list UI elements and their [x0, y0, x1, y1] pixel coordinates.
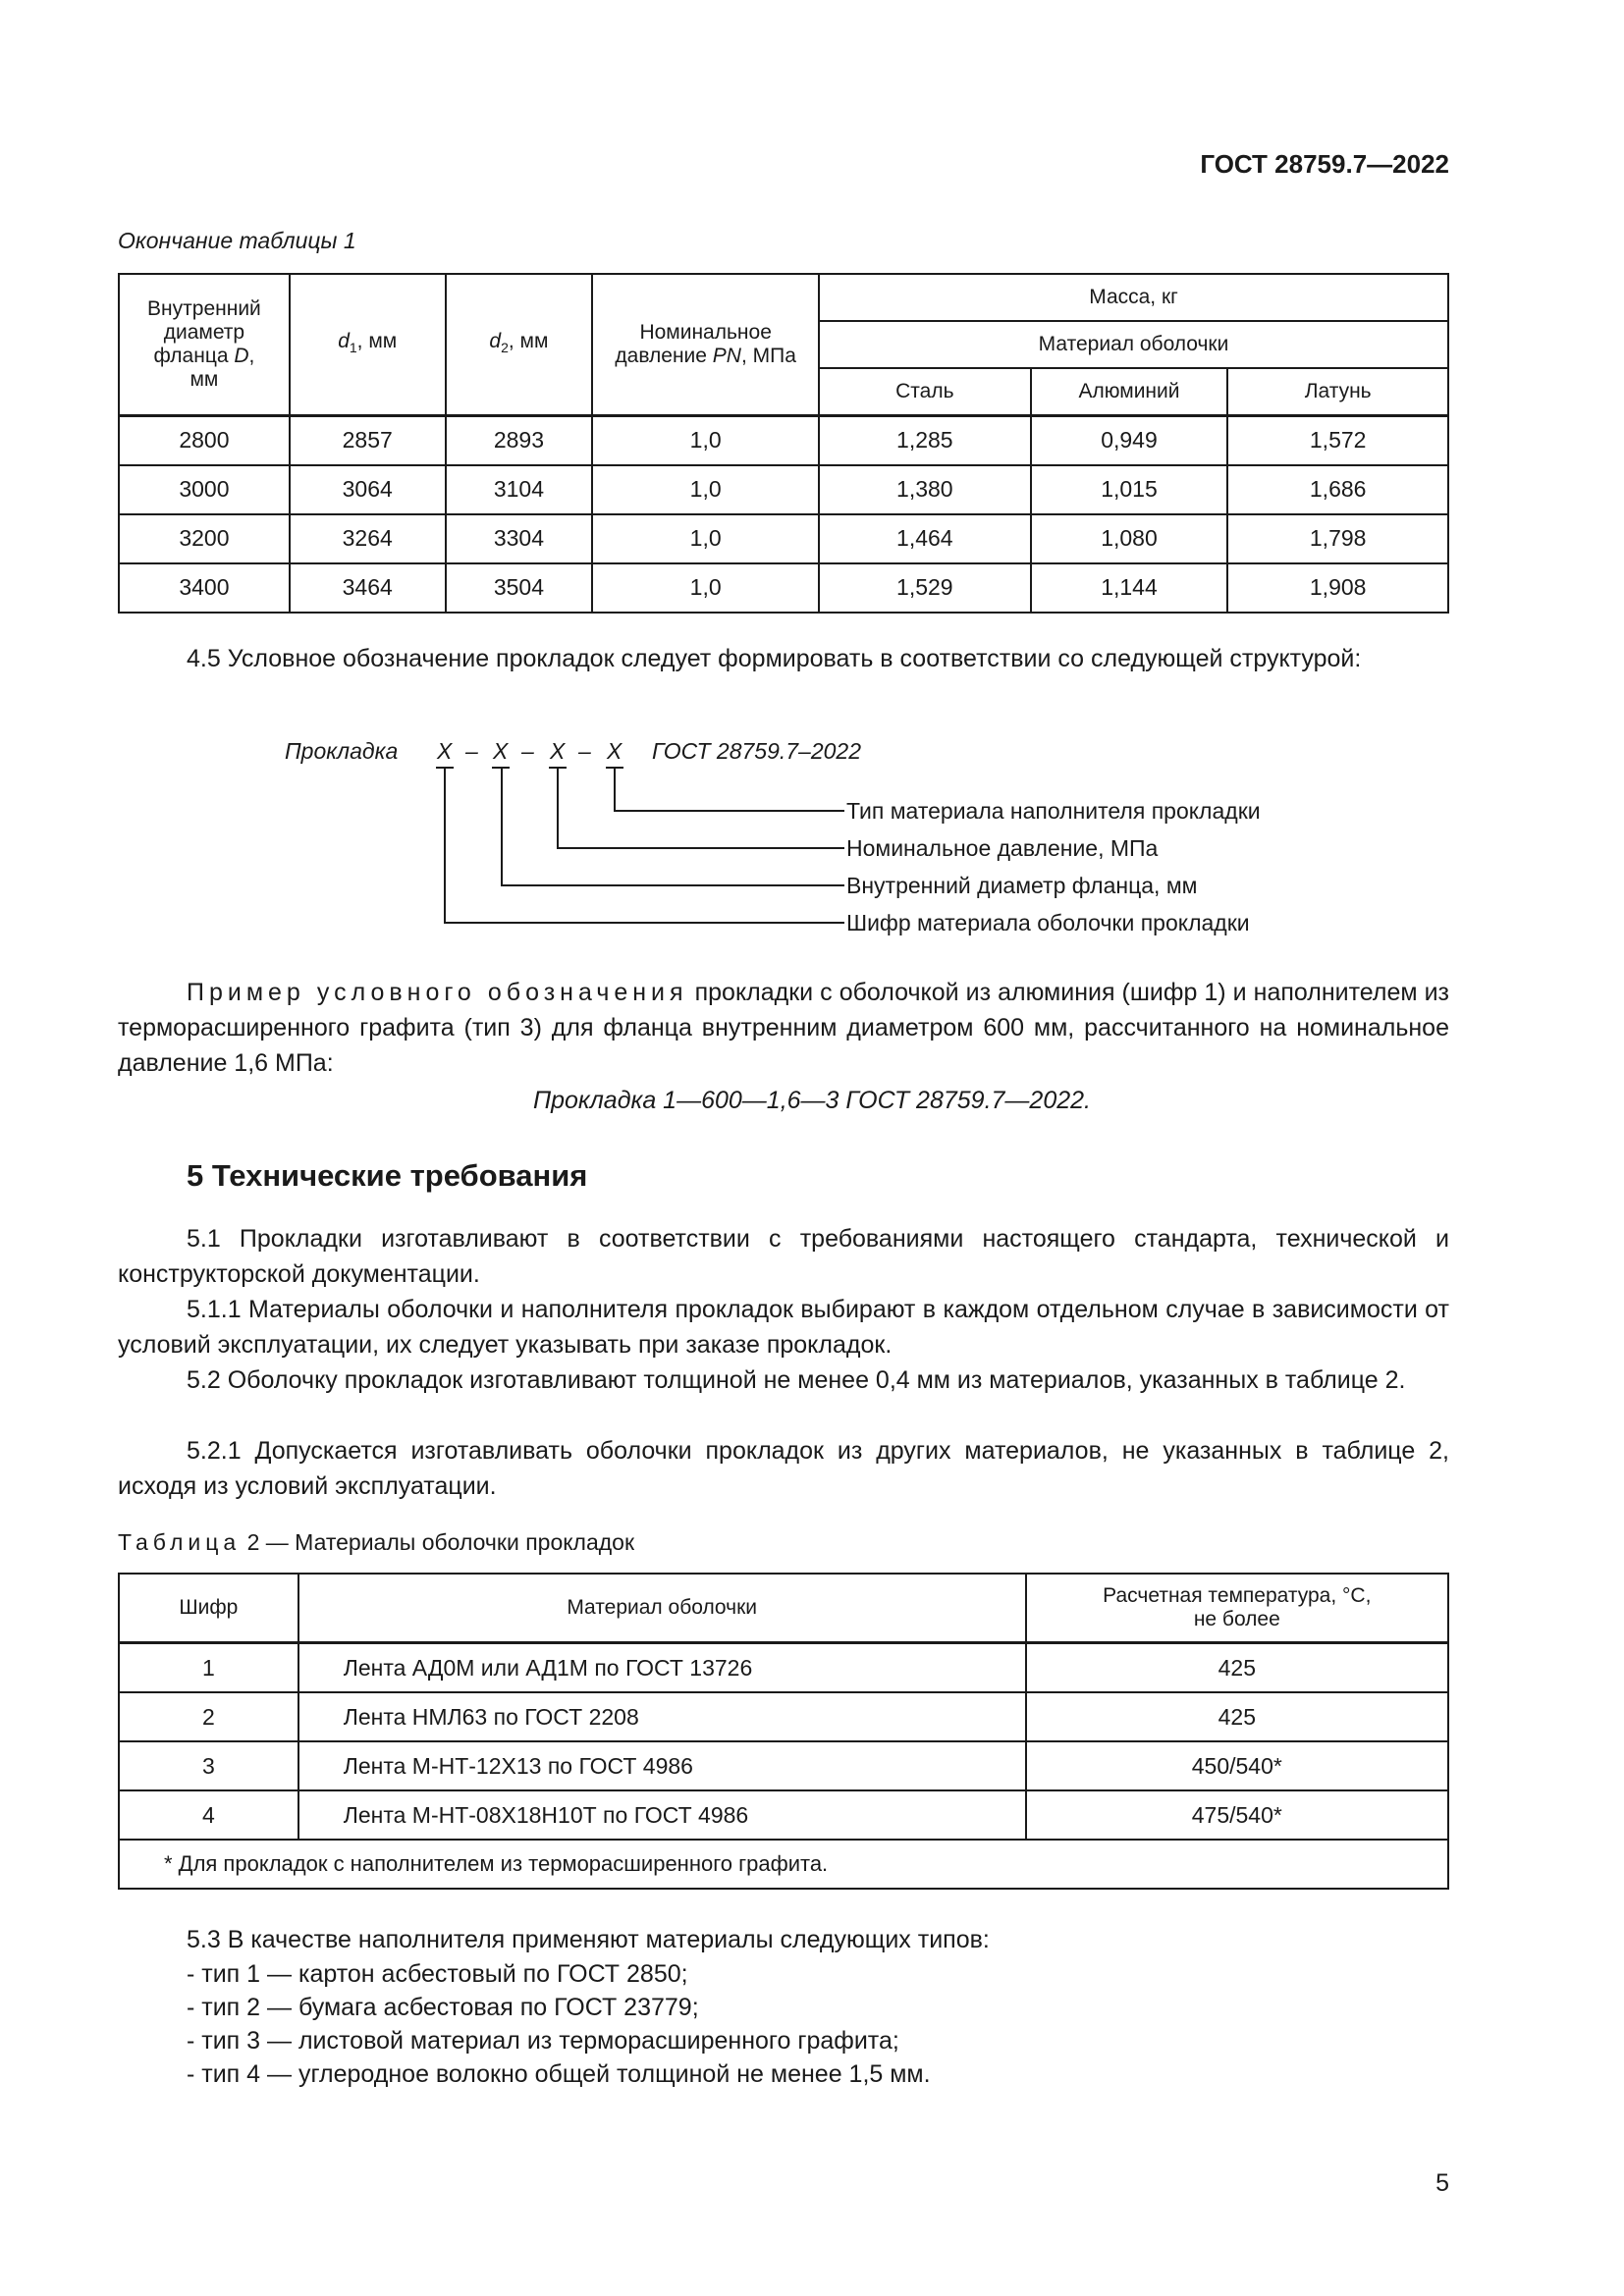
cell: Лента М-НТ-08Х18Н10Т по ГОСТ 4986: [298, 1790, 1026, 1840]
cell: 3: [119, 1741, 298, 1790]
scheme-label-diameter: Внутренний диаметр фланца, мм: [846, 873, 1198, 898]
cell: 3264: [290, 514, 446, 563]
scheme-word: Прокладка: [285, 738, 399, 764]
section-5-title: 5 Технические требования: [187, 1158, 588, 1193]
cell: 1,0: [592, 563, 819, 613]
scheme-label-pressure: Номинальное давление, МПа: [846, 835, 1159, 861]
list-item: - тип 2 — бумага асбестовая по ГОСТ 23779;: [187, 1994, 699, 2021]
example-text: прокладки с оболочкой из алюминия (шифр 1) и наполнителем из терморасширенного графита (тип 3) для фланца внутренним диаметром 600 мм, рассчитанного на номинальное давление 1,6 МПа:: [118, 979, 1449, 1077]
scheme-standard: ГОСТ 28759.7–2022: [652, 738, 862, 764]
table2: [118, 1573, 1449, 1890]
table-footnote-row: [119, 1840, 1448, 1889]
col-pressure: Номинальное давление PN, МПа: [592, 274, 819, 415]
cell: 1,0: [592, 415, 819, 465]
scheme-dash: –: [578, 738, 591, 764]
cell: 3064: [290, 465, 446, 514]
paragraph-5-1: 5.1 Прокладки изготавливают в соответствии с требованиями настоящего стандарта, технической и конструкторской документации.: [118, 1225, 1449, 1288]
col-steel: Сталь: [819, 368, 1031, 415]
scheme-x3: X: [550, 738, 566, 764]
cell: 1,144: [1031, 563, 1228, 613]
cell: Лента НМЛ63 по ГОСТ 2208: [298, 1692, 1026, 1741]
col-inner-diameter: Внутренний диаметр фланца D, мм: [119, 274, 290, 415]
paragraph-5-2-1: 5.2.1 Допускается изготавливать оболочки прокладок из других материалов, не указанных в таблице 2, исходя из условий эксплуатации.: [118, 1437, 1449, 1500]
table-row: [119, 514, 1448, 563]
cell: 425: [1026, 1643, 1448, 1693]
cell: Лента М-НТ-12Х13 по ГОСТ 4986: [298, 1741, 1026, 1790]
col-mass: Масса, кг: [819, 274, 1448, 321]
designation-scheme: [0, 726, 1624, 952]
cell: 3000: [119, 465, 290, 514]
table2-caption: [118, 1529, 634, 1556]
cell: Лента АД0М или АД1М по ГОСТ 13726: [298, 1643, 1026, 1693]
table2-caption-word: Таблица: [118, 1529, 242, 1555]
col-material: Материал оболочки: [298, 1574, 1026, 1643]
table-row: [119, 1643, 1448, 1693]
col-d2: $d_2$, мм: [446, 274, 593, 415]
cell: 1,798: [1227, 514, 1448, 563]
scheme-label-shell-code: Шифр материала оболочки прокладки: [846, 910, 1250, 935]
col-shell-material: Материал оболочки: [819, 321, 1448, 368]
cell: 3104: [446, 465, 593, 514]
cell: 1,908: [1227, 563, 1448, 613]
scheme-dash: –: [465, 738, 478, 764]
cell: 1,0: [592, 514, 819, 563]
cell: 450/540*: [1026, 1741, 1448, 1790]
cell: 1,572: [1227, 415, 1448, 465]
cell: 0,949: [1031, 415, 1228, 465]
scheme-dash: –: [521, 738, 534, 764]
cell: 1,686: [1227, 465, 1448, 514]
table-row: [119, 465, 1448, 514]
table-row: [119, 1790, 1448, 1840]
table-row: [119, 563, 1448, 613]
cell: 3504: [446, 563, 593, 613]
scheme-x1: X: [437, 738, 453, 764]
paragraph-5-2: 5.2 Оболочку прокладок изготавливают толщиной не менее 0,4 мм из материалов, указанных в таблице 2.: [187, 1366, 1406, 1394]
page-number: 5: [1435, 2169, 1449, 2197]
document-code: ГОСТ 28759.7—2022: [1200, 149, 1449, 179]
cell: 425: [1026, 1692, 1448, 1741]
table-row: [119, 415, 1448, 465]
table2-caption-rest: 2 — Материалы оболочки прокладок: [246, 1529, 635, 1555]
cell: 4: [119, 1790, 298, 1840]
table1: [118, 273, 1449, 614]
scheme-x4: X: [607, 738, 623, 764]
scheme-x2: X: [493, 738, 509, 764]
cell: 1,0: [592, 465, 819, 514]
paragraph-5-1-1: 5.1.1 Материалы оболочки и наполнителя прокладок выбирают в каждом отдельном случае в зависимости от условий эксплуатации, их следует указывать при заказе прокладок.: [118, 1296, 1449, 1359]
example-lead: Пример условного обозначения: [187, 979, 688, 1006]
col-code: Шифр: [119, 1574, 298, 1643]
list-item: - тип 3 — листовой материал из терморасширенного графита;: [187, 2027, 899, 2055]
cell: 1,380: [819, 465, 1031, 514]
cell: 3200: [119, 514, 290, 563]
example-designation: Прокладка 1—600—1,6—3 ГОСТ 28759.7—2022.: [532, 1087, 1091, 1114]
cell: 1,464: [819, 514, 1031, 563]
cell: 1,529: [819, 563, 1031, 613]
example-paragraph: [118, 975, 1449, 1081]
list-item: - тип 1 — картон асбестовый по ГОСТ 2850;: [187, 1960, 688, 1988]
paragraph-4-5: 4.5 Условное обозначение прокладок следует формировать в соответствии со следующей структурой:: [187, 645, 1362, 672]
col-aluminium: Алюминий: [1031, 368, 1228, 415]
cell: 1,015: [1031, 465, 1228, 514]
cell: 2800: [119, 415, 290, 465]
col-temperature: Расчетная температура, °С, не более: [1026, 1574, 1448, 1643]
cell: 1: [119, 1643, 298, 1693]
cell: 2857: [290, 415, 446, 465]
cell: 2893: [446, 415, 593, 465]
cell: 3400: [119, 563, 290, 613]
table-row: [119, 1741, 1448, 1790]
col-brass: Латунь: [1227, 368, 1448, 415]
cell: 1,285: [819, 415, 1031, 465]
cell: 2: [119, 1692, 298, 1741]
col-d1: $d_1$, мм: [290, 274, 446, 415]
table2-footnote: * Для прокладок с наполнителем из терморасширенного графита.: [119, 1840, 1448, 1889]
cell: 475/540*: [1026, 1790, 1448, 1840]
list-item: - тип 4 — углеродное волокно общей толщиной не менее 1,5 мм.: [187, 2060, 931, 2088]
paragraph-5-3: 5.3 В качестве наполнителя применяют материалы следующих типов:: [187, 1926, 990, 1953]
cell: 1,080: [1031, 514, 1228, 563]
table1-caption: Окончание таблицы 1: [118, 228, 356, 253]
table-row: [119, 1692, 1448, 1741]
scheme-label-filler-type: Тип материала наполнителя прокладки: [846, 798, 1261, 824]
cell: 3304: [446, 514, 593, 563]
cell: 3464: [290, 563, 446, 613]
